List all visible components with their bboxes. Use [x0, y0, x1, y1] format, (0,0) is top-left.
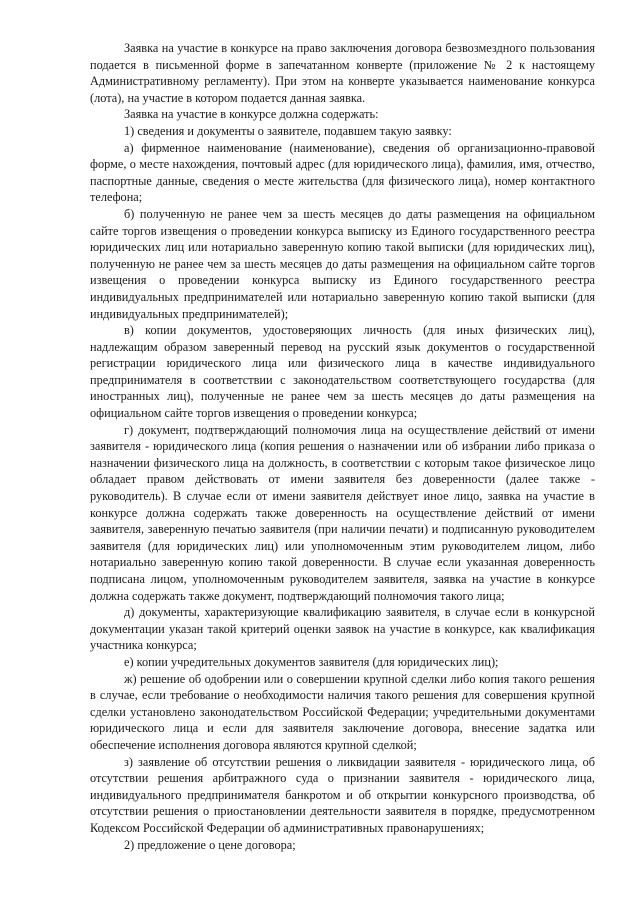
list-item-1: 1) сведения и документы о заявителе, подавшем такую заявку: [124, 123, 452, 138]
paragraph-application-submission: Заявка на участие в конкурсе на право заключения договора безвозмездного пользования подается в письменной форме в запечатанном конверте (приложение № 2 к настоящему Административному регламенту). При этом на конверте указывается наименование конкурса (лота), на участие в котором подается данная заявка. [90, 41, 595, 105]
list-item-g: г) документ, подтверждающий полномочия лица на осуществление действий от имени заявителя - юридического лица (копия решения о назначении или об избрании либо приказа о назначении физического лица на должность, в соответствии с которым такое физическое лицо обладает правом действовать от имени заявителя без доверенности (далее также - руководитель). В случае если от имени заявителя действует иное лицо, заявка на участие в конкурсе должна содержать также доверенность на осуществление действий от имени заявителя, заверенную печатью заявителя (при наличии печати) и подписанную руководителем заявителя (для юридических лиц) или уполномоченным этим руководителем лицом, либо нотариально заверенную копию такой доверенности. В случае если указанная доверенность подписана лицом, уполномоченным руководителем заявителя, заявка на участие в конкурсе должна содержать также документ, подтверждающий полномочия такого лица; [90, 422, 595, 603]
list-item-z: з) заявление об отсутствии решения о ликвидации заявителя - юридического лица, об отсутствии решения арбитражного суда о признании заявителя - юридического лица, индивидуального предпринимателя банкротом и об открытии конкурсного производства, об отсутствии решения о приостановлении деятельности заявителя в порядке, предусмотренном Кодексом Российской Федерации об административных правонарушениях; [90, 754, 595, 835]
list-item-2: 2) предложение о цене договора; [124, 837, 296, 852]
list-item-zh: ж) решение об одобрении или о совершении крупной сделки либо копия такого решения в случае, если требование о необходимости наличия такого решения для совершения крупной сделки установлено законодательством Российской Федерации; учредительными документами юридического лица и если для заявителя заключение договора, внесение задатка или обеспечение исполнения договора являются крупной сделкой; [90, 671, 595, 752]
paragraph-application-contents: Заявка на участие в конкурсе должна содержать: [124, 107, 379, 122]
list-item-a: а) фирменное наименование (наименование), сведения об организационно-правовой форме, о месте нахождения, почтовый адрес (для юридического лица), фамилия, имя, отчество, паспортные данные, сведения о месте жительства (для физического лица), номер контактного телефона; [90, 140, 595, 205]
list-item-b: б) полученную не ранее чем за шесть месяцев до даты размещения на официальном сайте торгов извещения о проведении конкурса выписку из Единого государственного реестра юридических лиц или нотариально заверенную копию такой выписки (для юридических лиц), полученную не ранее чем за шесть месяцев до даты размещения на официальном сайте торгов извещения о проведении конкурса выписку из Единого государственного реестра индивидуальных предпринимателей или нотариально заверенную копию такой выписки (для индивидуальных предпринимателей); [90, 206, 595, 321]
document-page [90, 40, 595, 853]
list-item-e: е) копии учредительных документов заявителя (для юридических лиц); [124, 654, 499, 669]
list-item-d: д) документы, характеризующие квалификацию заявителя, в случае если в конкурсной документации указан такой критерий оценки заявок на участие в конкурсе, как квалификация участника конкурса; [90, 605, 595, 653]
list-item-v: в) копии документов, удостоверяющих личность (для иных физических лиц), надлежащим образом заверенный перевод на русский язык документов о государственной регистрации юридического лица или физического лица в качестве индивидуального предпринимателя в соответствии с законодательством соответствующего государства (для иностранных лиц), полученные не ранее чем за шесть месяцев до даты размещения на официальном сайте торгов извещения о проведении конкурса; [90, 323, 595, 421]
